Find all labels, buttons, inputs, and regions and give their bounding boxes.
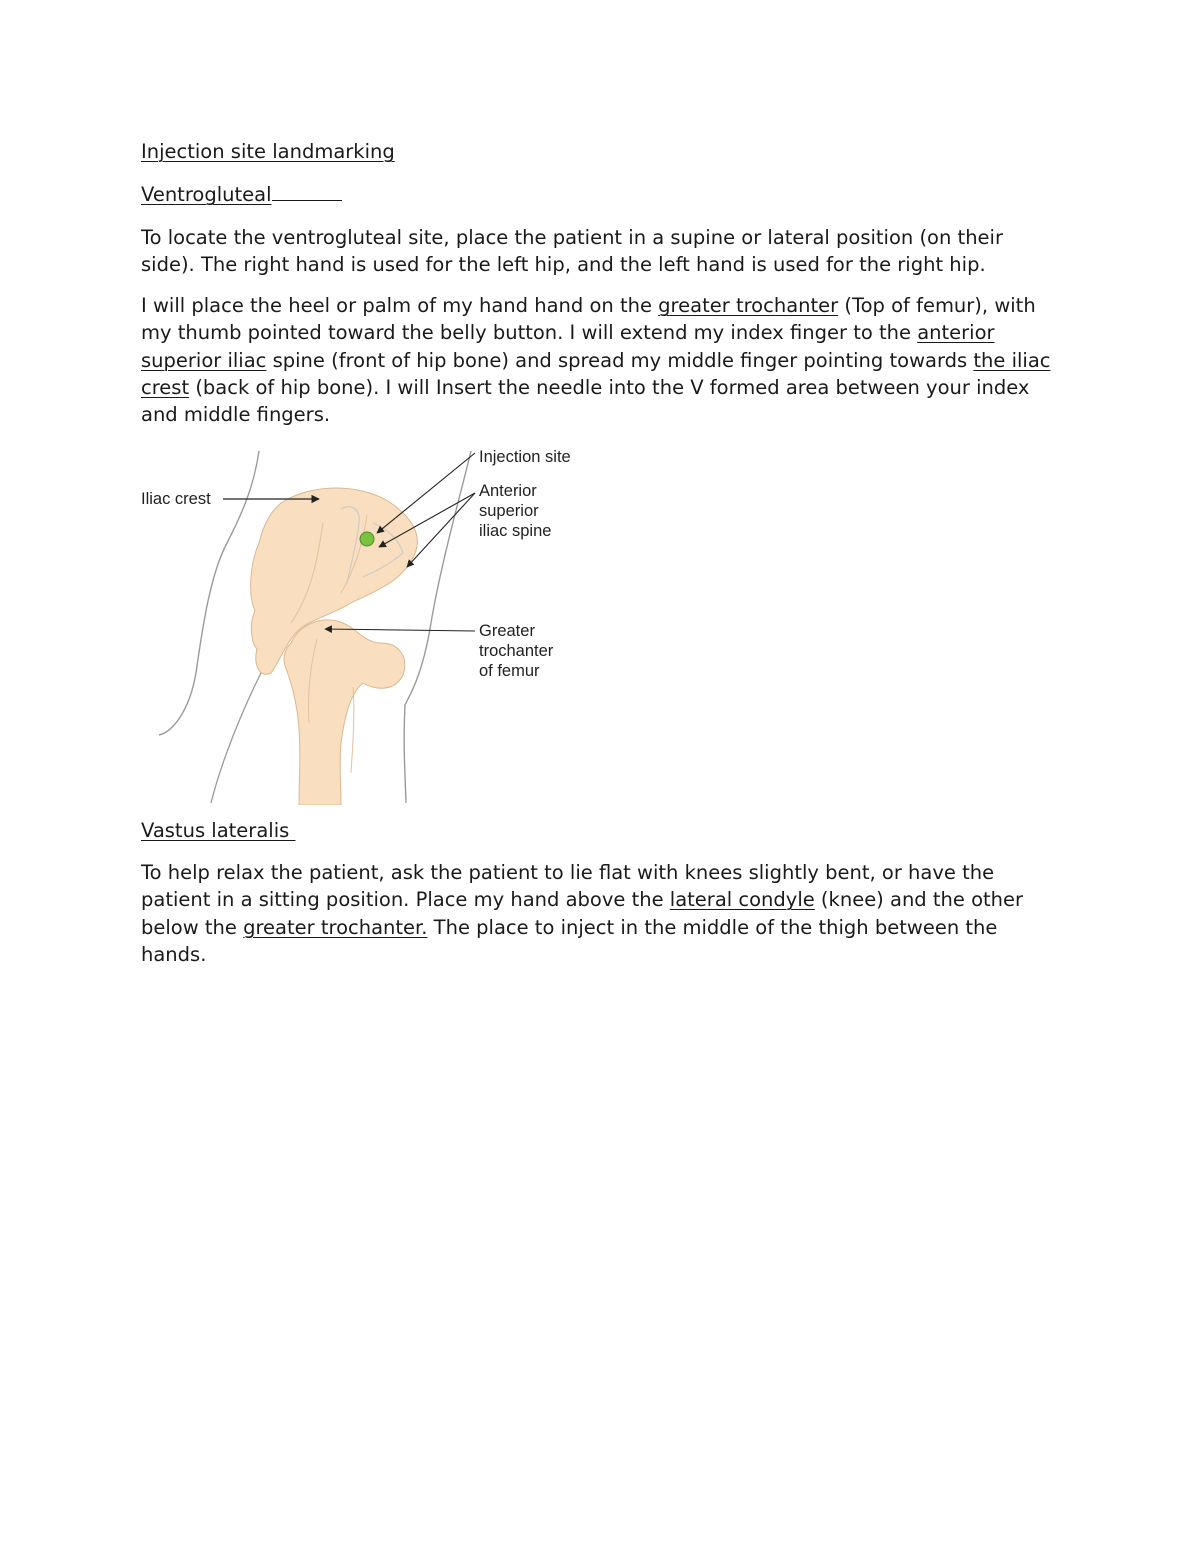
- vl-text-2: (knee) and the other below the: [141, 888, 1024, 939]
- vastus-lateralis-paragraph: [141, 859, 1061, 968]
- link-lateral-condyle: lateral condyle: [669, 888, 815, 912]
- link-greater-trochanter: greater trochanter: [658, 294, 839, 318]
- link-iliac-crest: the iliac crest: [141, 348, 1051, 400]
- label-anterior-superior-iliac-spine: Anterior superior iliac spine: [479, 481, 552, 540]
- ventrogluteal-paragraph-2: [141, 292, 1061, 428]
- label-greater-trochanter-of-femur: Greater trochanter of femur: [479, 621, 554, 680]
- vl-text-3: The place to inject in the middle of the thigh between the hands.: [141, 915, 998, 966]
- femur: [284, 620, 405, 805]
- label-iliac-crest: Iliac crest: [141, 489, 211, 508]
- document-page: [141, 138, 1061, 982]
- ventrogluteal-heading-text: Ventrogluteal: [141, 183, 272, 207]
- document-title: [141, 138, 1061, 165]
- section-heading-vastus-lateralis: [141, 817, 1061, 844]
- ventrogluteal-paragraph-1: To locate the ventrogluteal site, place the patient in a supine or lateral position (on their side). The right hand is used for the left hip, and the left hand is used for the right hip.: [141, 225, 1003, 276]
- injection-site-dot: [360, 532, 374, 546]
- vl-text-1: To help relax the patient, ask the patient to lie flat with knees slightly bent, or have the patient in a sitting position. Place my hand above the: [141, 860, 995, 912]
- para2-text-3: spine (front of hip bone) and spread my middle finger pointing towards: [266, 348, 974, 372]
- label-injection-site: Injection site: [479, 447, 571, 466]
- vastus-lateralis-heading-text: Vastus lateralis: [141, 818, 296, 842]
- section-heading-ventrogluteal: [141, 180, 1061, 208]
- link-anterior-superior-iliac: anterior superior iliac: [141, 321, 995, 372]
- para2-text-2: (Top of femur), with my thumb pointed toward the belly button. I will extend my index finger to the: [141, 294, 1036, 345]
- title-text: Injection site landmarking: [141, 140, 395, 163]
- heading-underline-trail: [272, 180, 342, 201]
- para2-text-4: (back of hip bone). I will Insert the needle into the V formed area between your index and middle fingers.: [141, 376, 1030, 427]
- ventrogluteal-anatomy-figure: [141, 443, 591, 805]
- para2-text-1: I will place the heel or palm of my hand hand on the: [141, 294, 659, 318]
- arrow-asis-2: [407, 493, 475, 567]
- body-outline-right: [404, 451, 471, 803]
- link-greater-trochanter-2: greater trochanter.: [243, 915, 428, 939]
